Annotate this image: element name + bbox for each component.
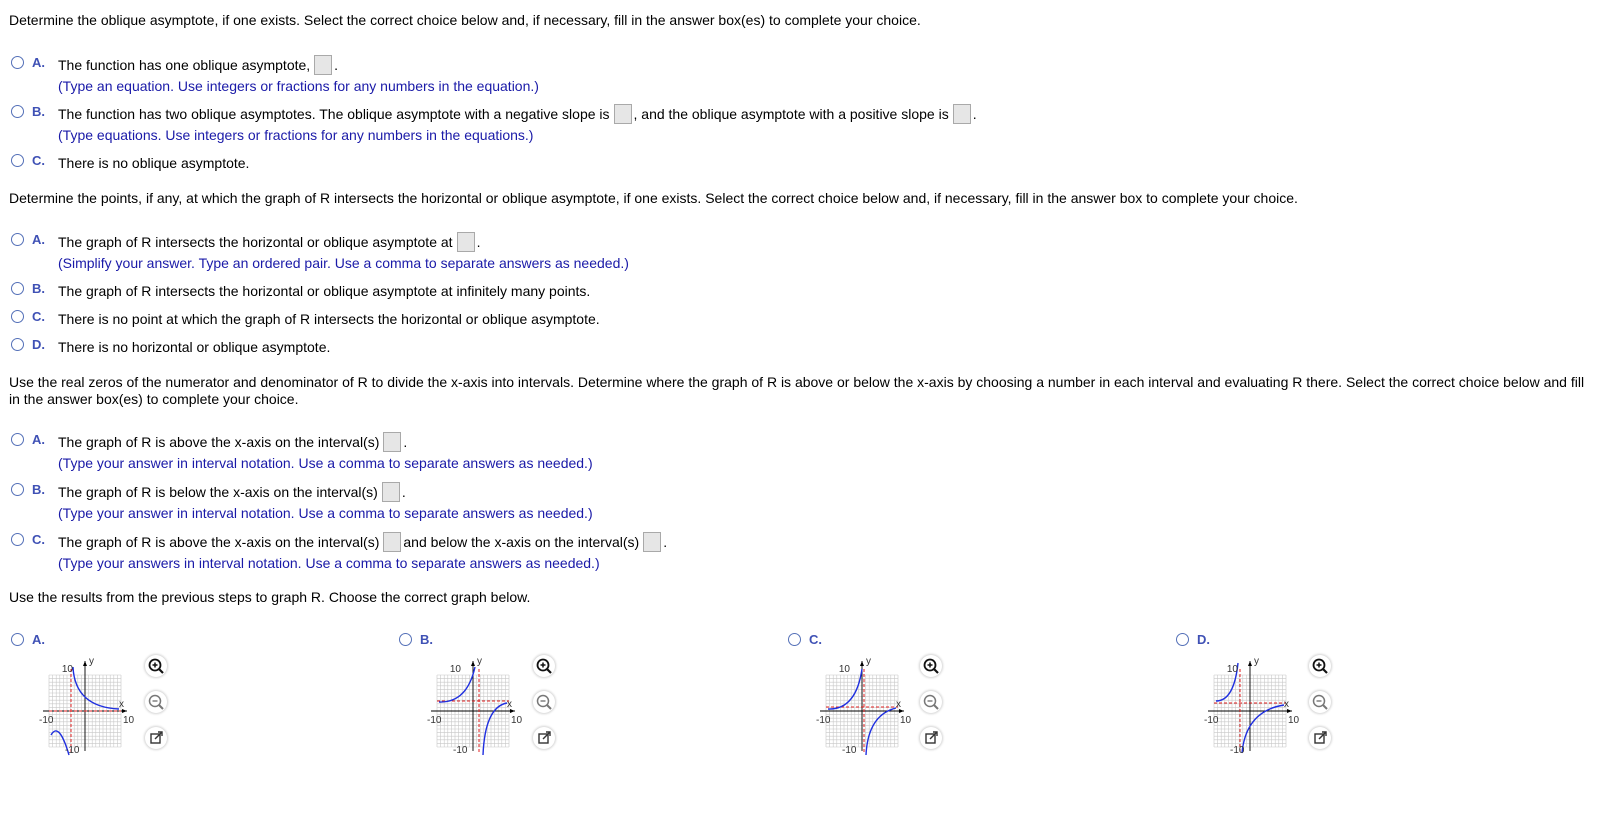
- zoom-out-icon: [145, 691, 167, 713]
- open-new-window-icon: [920, 727, 942, 749]
- choice-text: [58, 106, 977, 124]
- q1-prompt: Determine the oblique asymptote, if one exists. Select the correct choice below and, if necessary, fill in the answer box(es) to complete your choice.: [9, 12, 921, 28]
- choice-text-part: and below the x-axis on the interval(s): [403, 534, 640, 550]
- choice-hint: (Simplify your answer. Type an ordered pair. Use a comma to separate answers as needed.): [58, 255, 629, 271]
- open-new-window-icon: [533, 727, 555, 749]
- graph-thumbnail[interactable]: [417, 655, 523, 756]
- choice-text: There is no point at which the graph of R intersects the horizontal or oblique asymptote.: [58, 311, 600, 327]
- zoom-in-button[interactable]: [533, 655, 555, 677]
- radio-button[interactable]: [399, 633, 412, 646]
- x-axis-label: x: [507, 699, 512, 710]
- choice-letter: C.: [809, 632, 822, 647]
- zoom-in-icon: [533, 655, 555, 677]
- radio-button[interactable]: [11, 310, 24, 323]
- radio-button[interactable]: [11, 633, 24, 646]
- zoom-out-button[interactable]: [920, 691, 942, 713]
- choice-letter: A.: [32, 432, 45, 447]
- choice-hint: (Type an equation. Use integers or fractions for any numbers in the equation.): [58, 78, 539, 94]
- open-graph-button[interactable]: [1309, 727, 1331, 749]
- open-graph-button[interactable]: [533, 727, 555, 749]
- zoom-out-icon: [533, 691, 555, 713]
- choice-letter: C.: [32, 532, 45, 547]
- choice-text: [58, 434, 407, 452]
- zoom-in-icon: [145, 655, 167, 677]
- y-tick-min: -10: [842, 745, 857, 756]
- choice-hint: (Type your answer in interval notation. Use a comma to separate answers as needed.): [58, 505, 593, 521]
- radio-button[interactable]: [1176, 633, 1189, 646]
- choice-letter: B.: [32, 482, 45, 497]
- x-tick-max: 10: [511, 715, 523, 726]
- zoom-out-icon: [920, 691, 942, 713]
- choice-text-part: .: [334, 57, 339, 73]
- choice-text-part: The function has one oblique asymptote,: [58, 57, 311, 73]
- answer-box[interactable]: [457, 232, 475, 252]
- zoom-out-button[interactable]: [1309, 691, 1331, 713]
- y-axis-label: y: [1254, 656, 1259, 667]
- q3-prompt: Use the real zeros of the numerator and denominator of R to divide the x-axis into intervals. Determine where the graph of R is above or below the x-axis by choosing a number in each interval and evaluating R there. Select the correct choice below and fill in the answer box(es) to complete your choice.: [9, 374, 1585, 407]
- radio-button[interactable]: [11, 154, 24, 167]
- y-tick-min: -10: [1230, 745, 1245, 756]
- x-tick-min: -10: [39, 715, 54, 726]
- zoom-out-button[interactable]: [533, 691, 555, 713]
- answer-box[interactable]: [383, 432, 401, 452]
- choice-hint: (Type your answer in interval notation. Use a comma to separate answers as needed.): [58, 455, 593, 471]
- x-axis-label: x: [1284, 699, 1289, 710]
- zoom-in-button[interactable]: [1309, 655, 1331, 677]
- graph-svg: [1194, 655, 1300, 756]
- choice-text-part: The function has two oblique asymptotes. The oblique asymptote with a negative slope is: [58, 106, 610, 122]
- answer-box[interactable]: [953, 104, 971, 124]
- x-axis-label: x: [896, 699, 901, 710]
- y-tick-min: -10: [453, 745, 468, 756]
- x-axis-label: x: [119, 699, 124, 710]
- choice-letter: D.: [1197, 632, 1210, 647]
- graph-svg: [29, 655, 135, 756]
- choice-text-part: , and the oblique asymptote with a positive slope is: [633, 106, 949, 122]
- choice-text-part: The graph of R intersects the horizontal or oblique asymptote at: [58, 234, 453, 250]
- y-axis-arrow: [471, 661, 475, 666]
- x-tick-max: 10: [900, 715, 912, 726]
- y-tick-min: -10: [65, 745, 80, 756]
- choice-text-part: .: [476, 234, 481, 250]
- q4-prompt: Use the results from the previous steps to graph R. Choose the correct graph below.: [9, 589, 531, 605]
- choice-text: [58, 484, 406, 502]
- x-tick-max: 10: [1288, 715, 1300, 726]
- choice-letter: B.: [32, 104, 45, 119]
- open-new-window-icon: [1309, 727, 1331, 749]
- choice-text-part: The graph of R is above the x-axis on the interval(s): [58, 434, 380, 450]
- graph-thumbnail[interactable]: [29, 655, 135, 756]
- choice-text-part: The graph of R is below the x-axis on the interval(s): [58, 484, 378, 500]
- zoom-in-button[interactable]: [145, 655, 167, 677]
- y-tick-max: 10: [449, 664, 461, 675]
- choice-text: The graph of R intersects the horizontal or oblique asymptote at infinitely many points.: [58, 283, 591, 299]
- choice-letter: B.: [32, 281, 45, 296]
- radio-button[interactable]: [11, 433, 24, 446]
- open-graph-button[interactable]: [145, 727, 167, 749]
- choice-letter: C.: [32, 309, 45, 324]
- x-tick-min: -10: [427, 715, 442, 726]
- zoom-in-icon: [920, 655, 942, 677]
- answer-box[interactable]: [382, 482, 400, 502]
- choice-text-part: The graph of R is above the x-axis on the interval(s): [58, 534, 380, 550]
- choice-letter: A.: [32, 55, 45, 70]
- open-new-window-icon: [145, 727, 167, 749]
- graph-curve: [866, 708, 896, 755]
- answer-box[interactable]: [314, 55, 332, 75]
- radio-button[interactable]: [11, 105, 24, 118]
- y-axis-arrow: [860, 661, 864, 666]
- graph-svg: [806, 655, 912, 756]
- zoom-in-button[interactable]: [920, 655, 942, 677]
- choice-letter: A.: [32, 232, 45, 247]
- zoom-out-button[interactable]: [145, 691, 167, 713]
- zoom-out-icon: [1309, 691, 1331, 713]
- graph-thumbnail[interactable]: [806, 655, 912, 756]
- radio-button[interactable]: [11, 56, 24, 69]
- choice-text: [58, 534, 667, 552]
- y-axis-arrow: [83, 661, 87, 666]
- choice-letter: C.: [32, 153, 45, 168]
- graph-svg: [417, 655, 523, 756]
- choice-letter: D.: [32, 337, 45, 352]
- choice-text: There is no horizontal or oblique asymptote.: [58, 339, 331, 355]
- y-tick-max: 10: [61, 664, 73, 675]
- y-tick-max: 10: [838, 664, 850, 675]
- answer-box[interactable]: [614, 104, 632, 124]
- y-tick-max: 10: [1226, 664, 1238, 675]
- choice-text-part: .: [401, 484, 406, 500]
- open-graph-button[interactable]: [920, 727, 942, 749]
- choice-text-part: .: [972, 106, 977, 122]
- zoom-in-icon: [1309, 655, 1331, 677]
- radio-button[interactable]: [11, 338, 24, 351]
- x-tick-max: 10: [123, 715, 135, 726]
- choice-text-part: .: [663, 534, 668, 550]
- choice-text-part: .: [403, 434, 408, 450]
- choice-hint: (Type your answers in interval notation. Use a comma to separate answers as needed.): [58, 555, 600, 571]
- radio-button[interactable]: [11, 233, 24, 246]
- radio-button[interactable]: [11, 282, 24, 295]
- y-axis-label: y: [866, 656, 871, 667]
- choice-text: [58, 57, 338, 75]
- x-tick-min: -10: [1204, 715, 1219, 726]
- y-axis-label: y: [89, 656, 94, 667]
- choice-text: [58, 234, 480, 252]
- y-axis-label: y: [477, 656, 482, 667]
- choice-letter: B.: [420, 632, 433, 647]
- x-tick-min: -10: [816, 715, 831, 726]
- choice-text: There is no oblique asymptote.: [58, 155, 250, 171]
- y-axis-arrow: [1248, 661, 1252, 666]
- radio-button[interactable]: [11, 483, 24, 496]
- q2-prompt: Determine the points, if any, at which the graph of R intersects the horizontal or oblique asymptote, if one exists. Select the correct choice below and, if necessary, fill in the answer box to complete your choice.: [9, 190, 1298, 206]
- choice-hint: (Type equations. Use integers or fractions for any numbers in the equations.): [58, 127, 534, 143]
- graph-thumbnail[interactable]: [1194, 655, 1300, 756]
- radio-button[interactable]: [788, 633, 801, 646]
- answer-box[interactable]: [383, 532, 401, 552]
- radio-button[interactable]: [11, 533, 24, 546]
- answer-box[interactable]: [643, 532, 661, 552]
- choice-letter: A.: [32, 632, 45, 647]
